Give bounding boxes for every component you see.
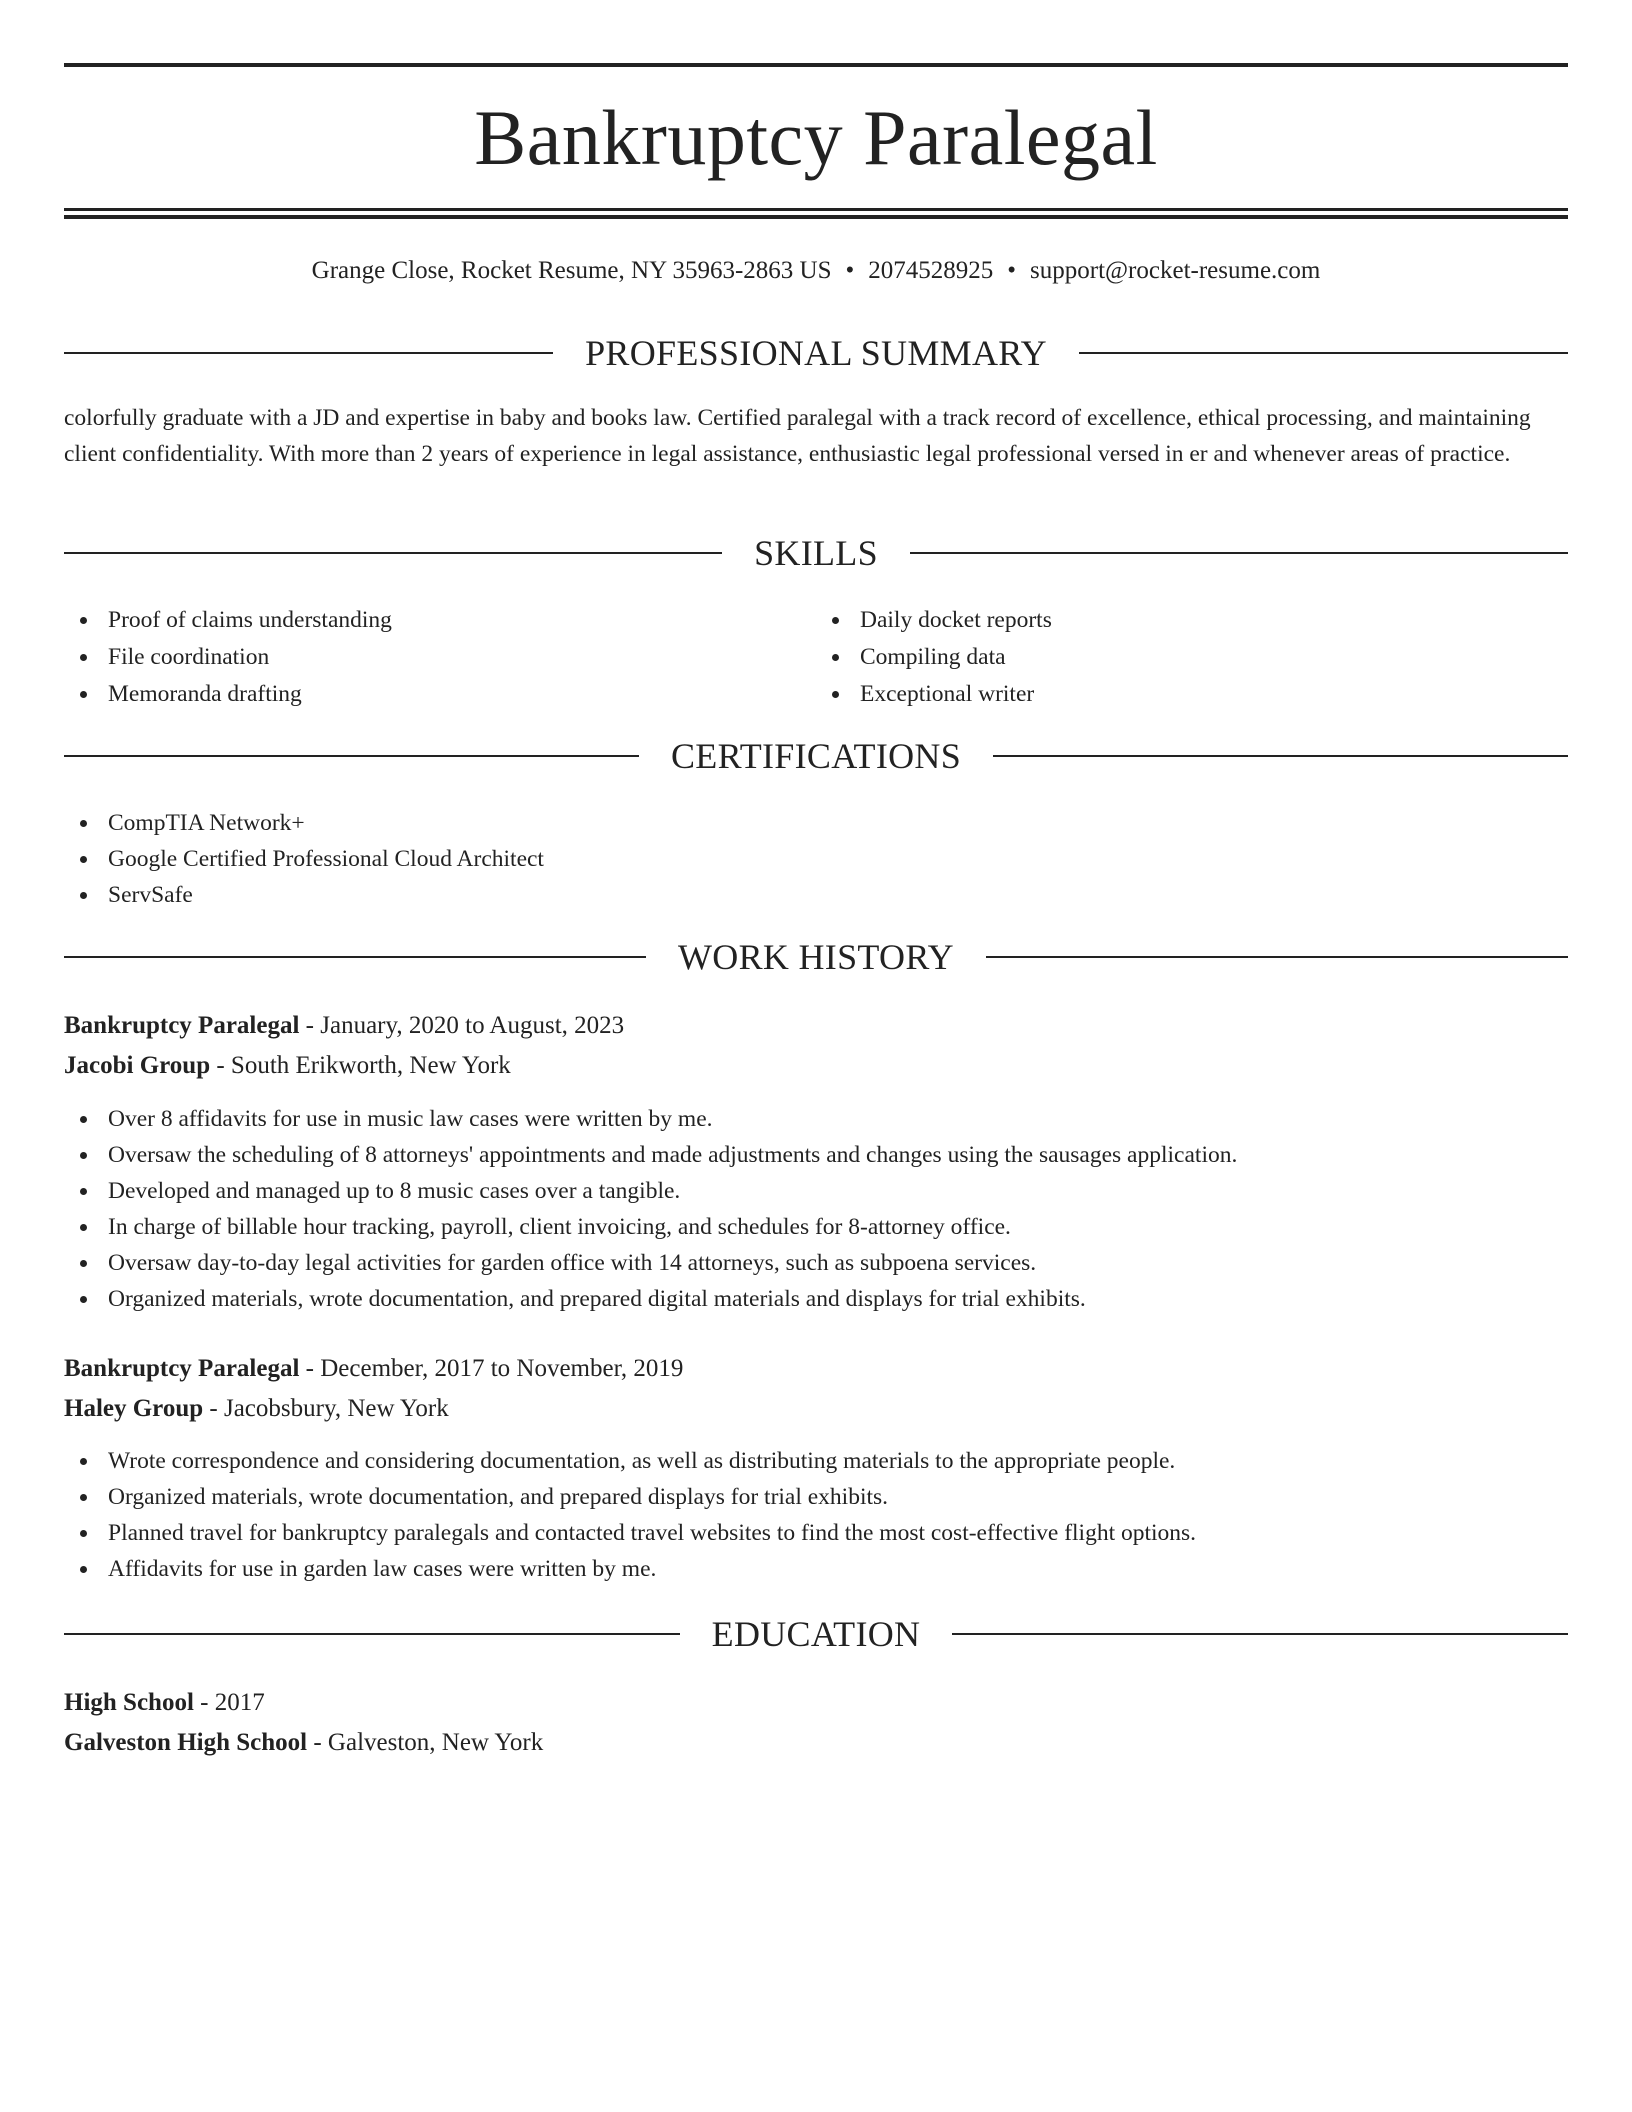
skill-item: File coordination [64,639,816,676]
education-location: - Galveston, New York [307,1729,544,1756]
job-duty: Over 8 affidavits for use in music law cases were written by me. [64,1101,1568,1137]
job-employer-line [64,1389,1568,1429]
certifications-heading-label: CERTIFICATIONS [670,736,962,776]
summary-text: colorfully graduate with a JD and expertise in baby and books law. Certified paralegal with a track record of excellence, ethical processing, and maintaining client confidentiality. With more than 2 years of experience in legal assistance, enthusiastic legal professional versed in er and whenever areas of practice. [64,405,1531,467]
job-location: - South Erikworth, New York [210,1052,511,1079]
education-heading [64,1612,1568,1656]
skill-item: Daily docket reports [816,602,1568,639]
job-duty: Oversaw the scheduling of 8 attorneys' appointments and made adjustments and changes using the sausages application. [64,1137,1568,1173]
job-duties-list [64,1101,1568,1317]
education-entry [64,1683,1568,1763]
skills-column-left [64,602,816,713]
heading-rule [64,552,722,554]
skills-heading [64,531,1568,575]
resume-title: Bankruptcy Paralegal [474,94,1158,181]
job-duties-list [64,1443,1568,1587]
education-degree-line [64,1683,1568,1723]
skills-heading-label: SKILLS [754,533,878,573]
job-duty: Developed and managed up to 8 music cases over a tangible. [64,1173,1568,1209]
heading-rule [952,1633,1568,1635]
heading-rule [64,1633,680,1635]
skill-item: Compiling data [816,639,1568,676]
heading-rule [1079,352,1568,354]
education-degree: High School [64,1689,194,1716]
job-duty: Affidavits for use in garden law cases were written by me. [64,1551,1568,1587]
contact-line [64,253,1568,289]
job-title: Bankruptcy Paralegal [64,1355,300,1382]
skills-list [64,602,1568,713]
certification-item: ServSafe [64,877,1568,913]
job-entry [64,1349,1568,1429]
contact-phone: 2074528925 [868,257,994,284]
job-employer: Haley Group [64,1395,204,1422]
summary-heading [64,331,1568,375]
summary-heading-label: PROFESSIONAL SUMMARY [585,333,1047,373]
work-history-heading-label: WORK HISTORY [678,937,954,977]
job-duty: Planned travel for bankruptcy paralegals and contacted travel websites to find the most cost-effective flight options. [64,1515,1568,1551]
education-year: - 2017 [193,1689,265,1716]
skill-item: Proof of claims understanding [64,602,816,639]
job-employer-line [64,1046,1568,1086]
certification-item: Google Certified Professional Cloud Architect [64,841,1568,877]
skills-column-right [816,602,1568,713]
contact-separator: • [1007,257,1017,284]
job-entry [64,1006,1568,1086]
heading-rule [986,956,1568,958]
education-heading-label: EDUCATION [711,1614,921,1654]
heading-rule [64,352,553,354]
job-duty: Organized materials, wrote documentation, and prepared displays for trial exhibits. [64,1479,1568,1515]
work-history-heading [64,935,1568,979]
job-duty: In charge of billable hour tracking, payroll, client invoicing, and schedules for 8-attorney office. [64,1209,1568,1245]
job-title-line [64,1349,1568,1389]
job-duty: Oversaw day-to-day legal activities for garden office with 14 attorneys, such as subpoena services. [64,1245,1568,1281]
contact-separator: • [845,257,855,284]
title-rule-lower [64,215,1568,219]
job-duty: Wrote correspondence and considering documentation, as well as distributing materials to the appropriate people. [64,1443,1568,1479]
job-location: - Jacobsbury, New York [203,1395,449,1422]
skill-item: Exceptional writer [816,676,1568,713]
job-title: Bankruptcy Paralegal [64,1012,300,1039]
job-title-line [64,1006,1568,1046]
top-rule [64,63,1568,67]
certifications-list [64,805,1568,913]
heading-rule [64,956,646,958]
education-school: Galveston High School [64,1729,308,1756]
certification-item: CompTIA Network+ [64,805,1568,841]
heading-rule [993,755,1568,757]
heading-rule [64,755,639,757]
job-employer: Jacobi Group [64,1052,211,1079]
job-dates: - December, 2017 to November, 2019 [299,1355,684,1382]
education-school-line [64,1723,1568,1763]
job-duty: Organized materials, wrote documentation, and prepared digital materials and displays for trial exhibits. [64,1281,1568,1317]
job-dates: - January, 2020 to August, 2023 [299,1012,625,1039]
certifications-heading [64,734,1568,778]
heading-rule [910,552,1568,554]
skill-item: Memoranda drafting [64,676,816,713]
contact-email: support@rocket-resume.com [1030,257,1321,284]
title-rule-upper [64,208,1568,211]
contact-address: Grange Close, Rocket Resume, NY 35963-2863 US [311,257,832,284]
